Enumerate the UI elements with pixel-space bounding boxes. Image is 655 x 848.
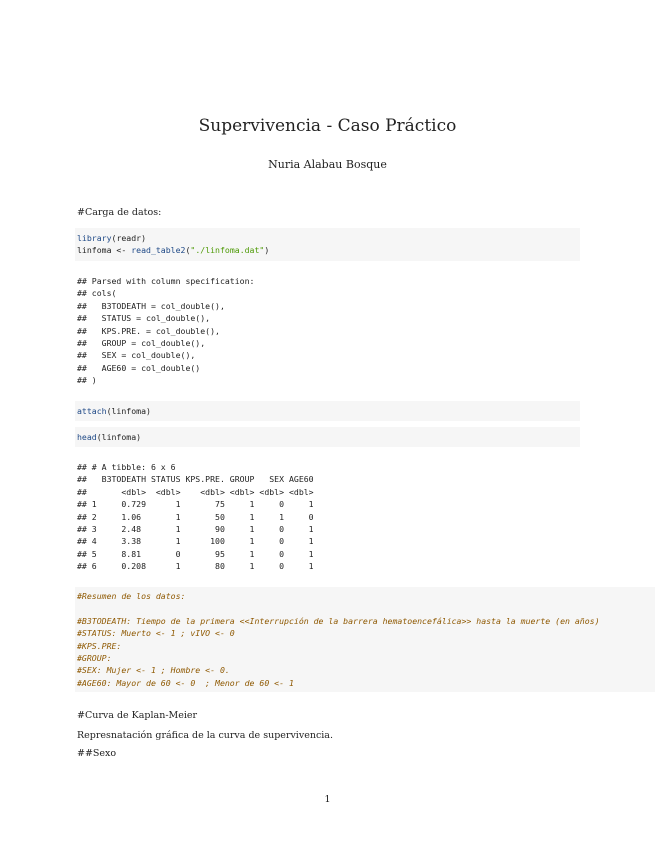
- table-row: ## 1 0.729 1 75 1 0 1: [77, 499, 314, 510]
- comment-line: #SEX: Mujer <- 1 ; Hombre <- 0.: [77, 665, 230, 676]
- output-line: ## SEX = col_double(),: [77, 350, 196, 361]
- code-chunk-attach: [75, 401, 580, 421]
- sexo-heading: ##Sexo: [77, 748, 117, 759]
- output-line: ## GROUP = col_double(),: [77, 337, 206, 348]
- table-row: ## 2 1.06 1 50 1 1 0: [77, 511, 314, 522]
- output-line: ## cols(: [77, 288, 117, 299]
- output-parsed-spec: [77, 275, 254, 387]
- code-args: (readr): [111, 233, 147, 243]
- output-line: ## B3TODEATH STATUS KPS.PRE. GROUP SEX AGE60: [77, 474, 314, 485]
- document-title: Supervivencia - Caso Práctico: [198, 116, 457, 136]
- table-row: ## 4 3.38 1 100 1 0 1: [77, 536, 314, 547]
- comment-line: #AGE60: Mayor de 60 <- 0 ; Menor de 60 <- 1: [77, 677, 294, 688]
- table-row: ## 6 0.208 1 80 1 0 1: [77, 561, 314, 572]
- code-args: (linfoma): [106, 406, 151, 416]
- blank-line: [77, 602, 655, 614]
- output-line: ## AGE60 = col_double(): [77, 362, 201, 373]
- code-line: [77, 244, 580, 256]
- document-author: Nuria Alabau Bosque: [268, 158, 387, 171]
- comment-line: #KPS.PRE:: [77, 640, 122, 651]
- output-line: ## ): [77, 375, 97, 386]
- code-line: [77, 232, 580, 244]
- code-function: read_table2: [131, 245, 186, 256]
- code-line: [77, 431, 580, 443]
- kaplan-heading: #Curva de Kaplan-Meier: [77, 710, 198, 721]
- code-args: (linfoma): [96, 432, 142, 442]
- kaplan-description: Represnatación gráfica de la curva de supervivencia.: [77, 730, 333, 741]
- code-chunk-load: [75, 228, 580, 261]
- code-line: [77, 405, 580, 417]
- output-line: ## B3TODEATH = col_double(),: [77, 300, 225, 311]
- code-function: head: [77, 432, 97, 442]
- table-row: ## 5 8.81 0 95 1 0 1: [77, 548, 314, 559]
- code-function: library: [77, 233, 112, 243]
- comment-line: #GROUP:: [77, 652, 112, 663]
- output-line: ## KPS.PRE. = col_double(),: [77, 325, 220, 336]
- code-chunk-comments: [75, 587, 655, 692]
- output-line: ## <dbl> <dbl> <dbl> <dbl> <dbl> <dbl>: [77, 486, 314, 497]
- carga-heading: #Carga de datos:: [77, 207, 162, 218]
- output-tibble: [77, 461, 314, 573]
- code-string: "./linfoma.dat": [190, 245, 265, 256]
- comment-line: #Resumen de los datos:: [77, 591, 186, 601]
- output-line: ## Parsed with column specification:: [77, 276, 255, 286]
- table-row: ## 3 2.48 1 90 1 0 1: [77, 523, 314, 534]
- code-function: attach: [77, 406, 107, 416]
- comment-line: #B3TODEATH: Tiempo de la primera <<Interrupción de la barrera hematoencefálica>> hasta la muerte (en años): [77, 615, 600, 626]
- code-chunk-head: [75, 427, 580, 447]
- code-assign: linfoma <-: [77, 245, 132, 256]
- code-paren-close: ): [264, 245, 270, 256]
- output-line: ## # A tibble: 6 x 6: [77, 462, 176, 472]
- output-line: ## STATUS = col_double(),: [77, 313, 211, 324]
- code-paren-open: (: [185, 245, 191, 256]
- comment-line: #STATUS: Muerto <- 1 ; vIVO <- 0: [77, 628, 235, 639]
- page-number: 1: [324, 794, 331, 805]
